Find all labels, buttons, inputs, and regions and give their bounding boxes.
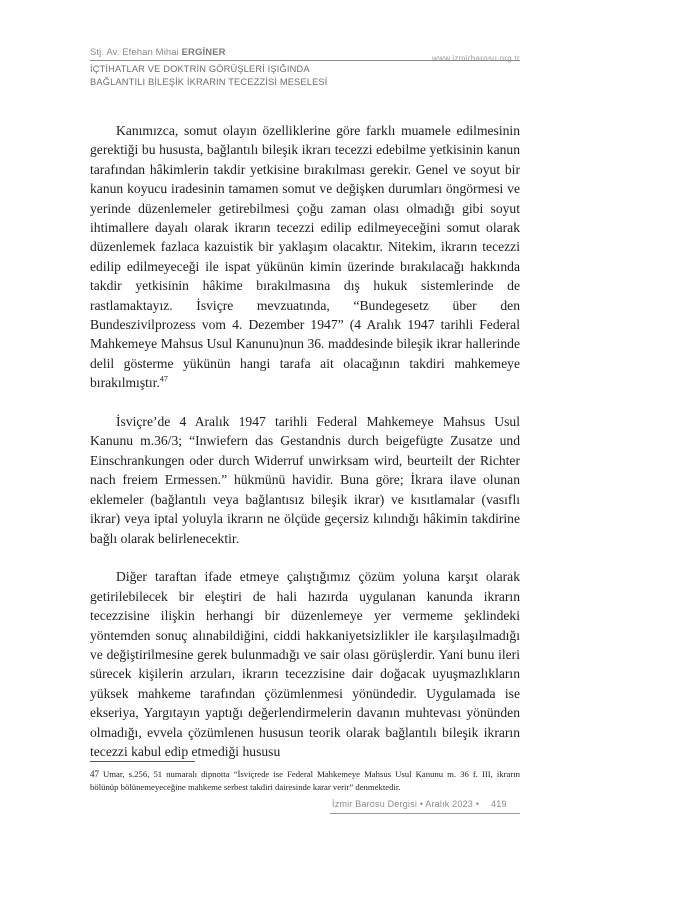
header-rule [90, 60, 520, 61]
footer-rule [330, 813, 520, 814]
paragraph-1-text: Kanımızca, somut olayın özelliklerine göre farklı muamele edilmesinin gerektiği bu hususta, bağlantılı bileşik ikrarı tecezzi edebilme yetkisinin kanun tarafından hâkimlerin takdir yetkisine bırakılması gerekir. Genel ve soyut bir kanun koyucu iradesinin tamamen somut ve değişken durumları öngörmesi ve yerinde düzenlemeler getirebilmesi çoğu zaman olası olmadığı gibi soyut ihtimallere dayalı olarak ikrarın tecezzi edilip edilmeyeceğini somut olarak düzenlemek fazlaca kazuistik bir yaklaşım olacaktır. Nitekim, ikrarın tecezzi edilip edilmeyeceği ile ispat yükünün kimin üzerinde bırakılacağı hakkında takdir yetkisinin hâkime bırakılmasına dış hukuk sistemlerinde de rastlamaktayız. İsviçre mevzuatında, “Bundegesetz über den Bundeszivilprozess vom 4. Dezember 1947” (4 Aralık 1947 tarihli Federal Mahkemeye Mahsus Usul Kanunu)nun 36. maddesinde bileşik ikrar hallerinde delil gösterme yükünün hangi tarafa ait olacağının takdiri mahkemeye bırakılmıştır. [90, 123, 520, 391]
paragraph-2: İsviçre’de 4 Aralık 1947 tarihli Federal Mahkemeye Mahsus Usul Kanunu m.36/3; “Inwiefern das Gestandnis durch beigefügte Zusatze und Einschrankungen oder durch Widerruf unwirksam wird, beurteilt der Richter nach freiem Ermessen.” hükmünü havidir. Buna göre; İkrara ilave olunan eklemeler (bağlantılı veya bağlantısız bileşik ikrar) ve kısıtlamalar (vasıflı ikrar) veya iptal yoluyla ikrarın ne ölçüde geçersiz kılındığı hâkimin takdirine bağlı olarak belirlenecektir. [90, 414, 520, 546]
footnote-rule [90, 761, 195, 762]
running-header-title [90, 63, 328, 88]
footnote-number: 47 [90, 769, 99, 779]
author-surname: ERGİNER [181, 47, 226, 58]
header-title-line-2: BAĞLANTILI BİLEŞİK İKRARIN TECEZZİSİ MESELESİ [90, 76, 328, 87]
article-body [90, 121, 520, 781]
running-header-author [90, 47, 226, 58]
page-footer [332, 799, 507, 809]
page-number: 419 [491, 799, 507, 809]
footnote-text: Umar, s.256, 51 numaralı dipnotta “İsviçrede ise Federal Mahkemeye Mahsus Usul Kanunu m. 36 f. III, ikrarın bölünüp bölünemeyeceğine mahkeme serbest takdiri dairesinde karar verir” denmektedir. [90, 769, 520, 792]
footnote [90, 768, 520, 793]
paragraph-3: Diğer taraftan ifade etmeye çalıştığımız çözüm yoluna karşıt olarak getirilebilecek bir eleştiri de hali hazırda uygulanan kanunda ikrarın tecezzisine ilişkin herhangi bir düzenlemeye yer vermeme şeklindeki yöntemden sonuç alınabildiğini, ciddi hakkaniyetsizlikler ile karşılaşılmadığı ve değiştirilmesine gerek bulunmadığı ve sair olası görüşlerdir. Yani bunu ileri sürecek kişilerin arzuları, ikrarın tecezzisine dair doğacak uyuşmazlıkların yüksek mahkeme tarafından çözümlenmesi yönündedir. Uygulamada ise ekseriya, Yargıtayın yaptığı değerlendirmelerin davanın muhtevası yönünden olmadığı, evvela çözümlenen hususun teorik olarak bağlantılı bileşik ikrarın tecezzi kabul edip etmediği hususu [90, 569, 520, 759]
author-name: Stj. Av. Efehan Mihai [90, 47, 182, 58]
paragraph-1 [90, 121, 520, 393]
header-url[interactable]: www.izmirbarosu.org.tr [432, 54, 520, 63]
header-title-line-1: İÇTİHATLAR VE DOKTRİN GÖRÜŞLERİ IŞIĞINDA [90, 64, 310, 74]
footer-journal: İzmir Barosu Dergisi • Aralık 2023 • [332, 799, 480, 809]
footnote-reference[interactable]: 47 [159, 374, 168, 384]
